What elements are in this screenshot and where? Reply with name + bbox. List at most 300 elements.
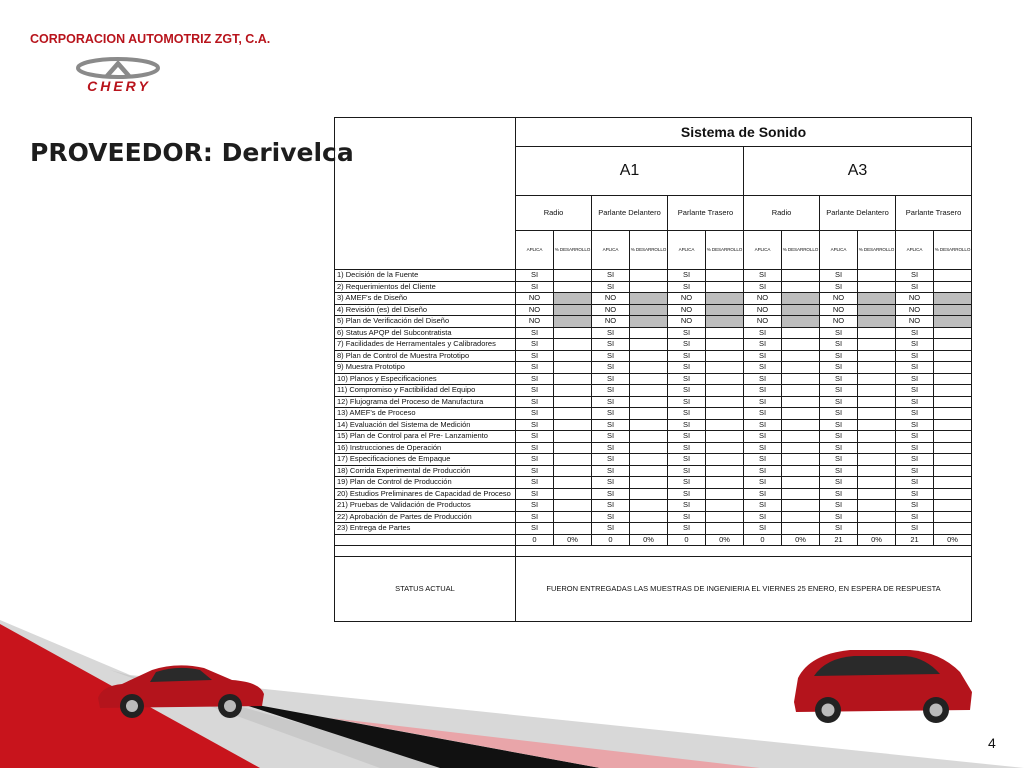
desarrollo-cell	[934, 350, 972, 362]
desarrollo-cell	[554, 511, 592, 523]
desarrollo-cell	[934, 396, 972, 408]
desarrollo-cell	[554, 454, 592, 466]
aplica-cell: SI	[896, 419, 934, 431]
aplica-cell: SI	[744, 281, 782, 293]
desarrollo-cell	[934, 270, 972, 282]
desarrollo-cell	[782, 304, 820, 316]
aplica-cell: SI	[668, 477, 706, 489]
aplica-cell: SI	[592, 419, 630, 431]
aplica-cell: SI	[592, 488, 630, 500]
aplica-cell: SI	[820, 419, 858, 431]
aplica-cell: SI	[516, 339, 554, 351]
desarrollo-cell	[706, 465, 744, 477]
desarrollo-cell	[782, 488, 820, 500]
page-number: 4	[988, 735, 996, 751]
aplica-cell: SI	[516, 396, 554, 408]
aplica-cell: SI	[820, 431, 858, 443]
aplica-cell: SI	[516, 523, 554, 535]
desarrollo-cell	[554, 523, 592, 535]
aplica-cell: SI	[592, 281, 630, 293]
col-aplica-header: APLICA	[668, 231, 706, 270]
row-label: 6) Status APQP del Subcontratista	[335, 327, 516, 339]
table-row	[335, 396, 972, 408]
aplica-cell: SI	[744, 396, 782, 408]
company-name: CORPORACION AUTOMOTRIZ ZGT, C.A.	[30, 32, 271, 46]
table-row	[335, 373, 972, 385]
desarrollo-cell	[706, 339, 744, 351]
desarrollo-cell	[782, 454, 820, 466]
aplica-cell: SI	[744, 465, 782, 477]
aplica-cell: NO	[820, 304, 858, 316]
row-label: 3) AMEF's de Diseño	[335, 293, 516, 305]
desarrollo-cell	[706, 350, 744, 362]
aplica-cell: SI	[668, 281, 706, 293]
aplica-cell: SI	[516, 419, 554, 431]
aplica-cell: SI	[820, 488, 858, 500]
aplica-cell: NO	[820, 316, 858, 328]
desarrollo-cell	[706, 511, 744, 523]
aplica-cell: SI	[820, 465, 858, 477]
aplica-cell: SI	[744, 431, 782, 443]
table-corner-cell	[335, 118, 516, 270]
table-row	[335, 270, 972, 282]
aplica-cell: SI	[668, 396, 706, 408]
spacer-row	[335, 546, 972, 557]
aplica-cell: SI	[744, 419, 782, 431]
aplica-cell: SI	[820, 500, 858, 512]
desarrollo-cell	[554, 270, 592, 282]
col-aplica-header: APLICA	[744, 231, 782, 270]
desarrollo-cell	[934, 477, 972, 489]
aplica-cell: SI	[516, 373, 554, 385]
aplica-cell: SI	[592, 385, 630, 397]
aplica-cell: SI	[896, 373, 934, 385]
desarrollo-cell	[630, 523, 668, 535]
desarrollo-cell	[934, 304, 972, 316]
desarrollo-cell	[630, 339, 668, 351]
aplica-cell: SI	[668, 500, 706, 512]
desarrollo-cell	[630, 488, 668, 500]
aplica-cell: SI	[820, 270, 858, 282]
desarrollo-cell	[630, 362, 668, 374]
logo-wordmark: CHERY	[87, 78, 151, 94]
desarrollo-cell	[554, 362, 592, 374]
col-aplica-header: APLICA	[516, 231, 554, 270]
aplica-cell: SI	[592, 454, 630, 466]
row-label: 1) Decisión de la Fuente	[335, 270, 516, 282]
aplica-cell: SI	[592, 350, 630, 362]
desarrollo-cell	[934, 362, 972, 374]
desarrollo-cell	[706, 419, 744, 431]
desarrollo-cell	[554, 442, 592, 454]
desarrollo-cell	[554, 396, 592, 408]
aplica-cell: SI	[668, 327, 706, 339]
desarrollo-cell	[554, 350, 592, 362]
table-row	[335, 281, 972, 293]
aplica-cell: SI	[668, 373, 706, 385]
desarrollo-cell	[934, 500, 972, 512]
desarrollo-cell	[782, 339, 820, 351]
aplica-cell: SI	[592, 408, 630, 420]
apqp-status-table	[334, 117, 972, 622]
col-aplica-header: APLICA	[592, 231, 630, 270]
sedan-car-image	[92, 656, 270, 724]
aplica-cell: SI	[896, 327, 934, 339]
aplica-cell: SI	[592, 431, 630, 443]
aplica-cell: SI	[668, 454, 706, 466]
desarrollo-cell	[554, 304, 592, 316]
aplica-cell: SI	[668, 385, 706, 397]
desarrollo-cell	[858, 442, 896, 454]
desarrollo-cell	[934, 488, 972, 500]
desarrollo-cell	[934, 316, 972, 328]
row-label: 16) Instrucciones de Operación	[335, 442, 516, 454]
total-cell: 0%	[554, 534, 592, 546]
aplica-cell: SI	[592, 270, 630, 282]
aplica-cell: NO	[516, 293, 554, 305]
component-header: Parlante Trasero	[896, 196, 972, 231]
aplica-cell: NO	[668, 304, 706, 316]
aplica-cell: SI	[896, 500, 934, 512]
row-label: 20) Estudios Preliminares de Capacidad de Proceso	[335, 488, 516, 500]
aplica-cell: SI	[668, 442, 706, 454]
desarrollo-cell	[630, 304, 668, 316]
desarrollo-cell	[858, 511, 896, 523]
aplica-cell: SI	[820, 523, 858, 535]
desarrollo-cell	[782, 431, 820, 443]
chery-logo	[70, 56, 168, 96]
aplica-cell: SI	[668, 488, 706, 500]
aplica-cell: SI	[820, 396, 858, 408]
aplica-cell: SI	[896, 270, 934, 282]
col-desarrollo-header: % DESARROLLO	[858, 231, 896, 270]
aplica-cell: SI	[516, 454, 554, 466]
table-row	[335, 500, 972, 512]
desarrollo-cell	[782, 327, 820, 339]
desarrollo-cell	[630, 408, 668, 420]
aplica-cell: SI	[592, 339, 630, 351]
total-cell: 0	[668, 534, 706, 546]
desarrollo-cell	[554, 327, 592, 339]
aplica-cell: SI	[820, 350, 858, 362]
aplica-cell: SI	[896, 511, 934, 523]
aplica-cell: SI	[820, 385, 858, 397]
desarrollo-cell	[706, 373, 744, 385]
col-desarrollo-header: % DESARROLLO	[934, 231, 972, 270]
aplica-cell: SI	[820, 327, 858, 339]
spacer-cell	[516, 546, 972, 557]
desarrollo-cell	[858, 408, 896, 420]
desarrollo-cell	[858, 304, 896, 316]
aplica-cell: SI	[744, 488, 782, 500]
desarrollo-cell	[630, 350, 668, 362]
component-header: Radio	[516, 196, 592, 231]
desarrollo-cell	[706, 327, 744, 339]
aplica-cell: SI	[592, 523, 630, 535]
desarrollo-cell	[554, 293, 592, 305]
aplica-cell: SI	[744, 339, 782, 351]
desarrollo-cell	[858, 454, 896, 466]
desarrollo-cell	[554, 419, 592, 431]
aplica-cell: NO	[744, 304, 782, 316]
total-cell: 21	[896, 534, 934, 546]
aplica-cell: SI	[896, 362, 934, 374]
desarrollo-cell	[554, 500, 592, 512]
aplica-cell: SI	[668, 408, 706, 420]
table-row	[335, 511, 972, 523]
aplica-cell: SI	[516, 465, 554, 477]
desarrollo-cell	[858, 270, 896, 282]
desarrollo-cell	[934, 339, 972, 351]
aplica-cell: SI	[516, 488, 554, 500]
desarrollo-cell	[782, 281, 820, 293]
model-header-a3: A3	[744, 147, 972, 196]
desarrollo-cell	[630, 316, 668, 328]
totals-label-cell	[335, 534, 516, 546]
col-desarrollo-header: % DESARROLLO	[782, 231, 820, 270]
total-cell: 0%	[934, 534, 972, 546]
desarrollo-cell	[934, 442, 972, 454]
desarrollo-cell	[706, 488, 744, 500]
aplica-cell: NO	[820, 293, 858, 305]
desarrollo-cell	[630, 442, 668, 454]
aplica-cell: SI	[668, 362, 706, 374]
aplica-cell: SI	[668, 419, 706, 431]
aplica-cell: SI	[820, 477, 858, 489]
aplica-cell: SI	[820, 511, 858, 523]
row-label: 4) Revisión (es) del Diseño	[335, 304, 516, 316]
row-label: 14) Evaluación del Sistema de Medición	[335, 419, 516, 431]
row-label: 10) Planos y Especificaciones	[335, 373, 516, 385]
col-desarrollo-header: % DESARROLLO	[706, 231, 744, 270]
desarrollo-cell	[782, 270, 820, 282]
component-header: Parlante Delantero	[592, 196, 668, 231]
desarrollo-cell	[706, 523, 744, 535]
total-cell: 0%	[782, 534, 820, 546]
desarrollo-cell	[858, 373, 896, 385]
aplica-cell: SI	[820, 339, 858, 351]
desarrollo-cell	[554, 477, 592, 489]
table-row	[335, 327, 972, 339]
status-text: FUERON ENTREGADAS LAS MUESTRAS DE INGENIERIA EL VIERNES 25 ENERO, EN ESPERA DE RESPUESTA	[516, 557, 972, 622]
provider-title: PROVEEDOR: Derivelca	[30, 138, 354, 167]
desarrollo-cell	[706, 304, 744, 316]
desarrollo-cell	[630, 385, 668, 397]
desarrollo-cell	[858, 281, 896, 293]
desarrollo-cell	[630, 373, 668, 385]
desarrollo-cell	[630, 477, 668, 489]
desarrollo-cell	[782, 523, 820, 535]
aplica-cell: SI	[592, 465, 630, 477]
aplica-cell: SI	[744, 373, 782, 385]
desarrollo-cell	[554, 373, 592, 385]
desarrollo-cell	[706, 454, 744, 466]
aplica-cell: SI	[668, 465, 706, 477]
row-label: 19) Plan de Control de Producción	[335, 477, 516, 489]
aplica-cell: SI	[516, 281, 554, 293]
aplica-cell: SI	[516, 385, 554, 397]
aplica-cell: SI	[744, 477, 782, 489]
desarrollo-cell	[782, 419, 820, 431]
desarrollo-cell	[630, 396, 668, 408]
aplica-cell: SI	[744, 500, 782, 512]
col-aplica-header: APLICA	[820, 231, 858, 270]
table-row	[335, 408, 972, 420]
aplica-cell: SI	[516, 477, 554, 489]
aplica-cell: SI	[896, 339, 934, 351]
desarrollo-cell	[782, 511, 820, 523]
aplica-cell: SI	[592, 477, 630, 489]
aplica-cell: SI	[744, 511, 782, 523]
total-cell: 0	[516, 534, 554, 546]
total-cell: 21	[820, 534, 858, 546]
desarrollo-cell	[630, 431, 668, 443]
desarrollo-cell	[630, 511, 668, 523]
status-row	[335, 557, 972, 622]
desarrollo-cell	[554, 431, 592, 443]
aplica-cell: SI	[592, 442, 630, 454]
aplica-cell: NO	[896, 304, 934, 316]
desarrollo-cell	[782, 408, 820, 420]
aplica-cell: SI	[896, 385, 934, 397]
desarrollo-cell	[782, 373, 820, 385]
aplica-cell: SI	[668, 270, 706, 282]
table-row	[335, 362, 972, 374]
row-label: 2) Requerimientos del Cliente	[335, 281, 516, 293]
aplica-cell: NO	[668, 316, 706, 328]
aplica-cell: SI	[896, 465, 934, 477]
desarrollo-cell	[858, 477, 896, 489]
desarrollo-cell	[706, 293, 744, 305]
desarrollo-cell	[858, 465, 896, 477]
desarrollo-cell	[934, 523, 972, 535]
desarrollo-cell	[934, 293, 972, 305]
desarrollo-cell	[858, 488, 896, 500]
desarrollo-cell	[858, 316, 896, 328]
row-label: 11) Compromiso y Factibilidad del Equipo	[335, 385, 516, 397]
aplica-cell: SI	[744, 442, 782, 454]
aplica-cell: SI	[744, 523, 782, 535]
row-label: 18) Corrida Experimental de Producción	[335, 465, 516, 477]
aplica-cell: SI	[668, 511, 706, 523]
desarrollo-cell	[934, 281, 972, 293]
table-row	[335, 316, 972, 328]
aplica-cell: SI	[896, 454, 934, 466]
aplica-cell: SI	[592, 396, 630, 408]
row-label: 12) Flujograma del Proceso de Manufactura	[335, 396, 516, 408]
desarrollo-cell	[934, 327, 972, 339]
desarrollo-cell	[934, 373, 972, 385]
desarrollo-cell	[782, 293, 820, 305]
desarrollo-cell	[858, 327, 896, 339]
aplica-cell: SI	[820, 442, 858, 454]
desarrollo-cell	[934, 408, 972, 420]
desarrollo-cell	[706, 270, 744, 282]
model-header-a1: A1	[516, 147, 744, 196]
aplica-cell: SI	[896, 488, 934, 500]
desarrollo-cell	[554, 488, 592, 500]
desarrollo-cell	[858, 431, 896, 443]
aplica-cell: SI	[896, 477, 934, 489]
aplica-cell: SI	[592, 362, 630, 374]
aplica-cell: SI	[744, 454, 782, 466]
aplica-cell: SI	[516, 350, 554, 362]
aplica-cell: SI	[516, 408, 554, 420]
desarrollo-cell	[934, 511, 972, 523]
aplica-cell: NO	[516, 316, 554, 328]
aplica-cell: SI	[820, 362, 858, 374]
aplica-cell: NO	[744, 293, 782, 305]
desarrollo-cell	[630, 419, 668, 431]
desarrollo-cell	[630, 500, 668, 512]
aplica-cell: SI	[668, 350, 706, 362]
row-label: 22) Aprobación de Partes de Producción	[335, 511, 516, 523]
aplica-cell: NO	[516, 304, 554, 316]
table-row	[335, 442, 972, 454]
status-label: STATUS ACTUAL	[335, 557, 516, 622]
desarrollo-cell	[554, 281, 592, 293]
aplica-cell: SI	[516, 500, 554, 512]
desarrollo-cell	[782, 465, 820, 477]
desarrollo-cell	[630, 270, 668, 282]
total-cell: 0%	[706, 534, 744, 546]
aplica-cell: SI	[668, 523, 706, 535]
desarrollo-cell	[858, 500, 896, 512]
table-row	[335, 431, 972, 443]
table-row	[335, 477, 972, 489]
desarrollo-cell	[554, 316, 592, 328]
component-header: Parlante Delantero	[820, 196, 896, 231]
table-row	[335, 465, 972, 477]
aplica-cell: SI	[896, 281, 934, 293]
aplica-cell: SI	[820, 373, 858, 385]
col-aplica-header: APLICA	[896, 231, 934, 270]
aplica-cell: SI	[516, 362, 554, 374]
row-label: 8) Plan de Control de Muestra Prototipo	[335, 350, 516, 362]
table-row	[335, 454, 972, 466]
aplica-cell: NO	[896, 293, 934, 305]
aplica-cell: SI	[896, 431, 934, 443]
desarrollo-cell	[706, 500, 744, 512]
aplica-cell: SI	[516, 511, 554, 523]
aplica-cell: SI	[820, 281, 858, 293]
row-label: 13) AMEF's de Proceso	[335, 408, 516, 420]
desarrollo-cell	[934, 419, 972, 431]
total-cell: 0	[744, 534, 782, 546]
desarrollo-cell	[858, 396, 896, 408]
desarrollo-cell	[630, 327, 668, 339]
aplica-cell: SI	[896, 442, 934, 454]
desarrollo-cell	[706, 477, 744, 489]
row-label: 5) Plan de Verificación del Diseño	[335, 316, 516, 328]
component-header: Radio	[744, 196, 820, 231]
aplica-cell: SI	[516, 270, 554, 282]
row-label: 7) Facilidades de Herramentales y Calibradores	[335, 339, 516, 351]
desarrollo-cell	[858, 293, 896, 305]
desarrollo-cell	[782, 385, 820, 397]
total-cell: 0	[592, 534, 630, 546]
desarrollo-cell	[782, 396, 820, 408]
desarrollo-cell	[782, 500, 820, 512]
aplica-cell: SI	[896, 350, 934, 362]
aplica-cell: NO	[592, 293, 630, 305]
table-row	[335, 350, 972, 362]
aplica-cell: NO	[896, 316, 934, 328]
total-cell: 0%	[630, 534, 668, 546]
aplica-cell: SI	[516, 442, 554, 454]
desarrollo-cell	[858, 350, 896, 362]
aplica-cell: SI	[592, 327, 630, 339]
